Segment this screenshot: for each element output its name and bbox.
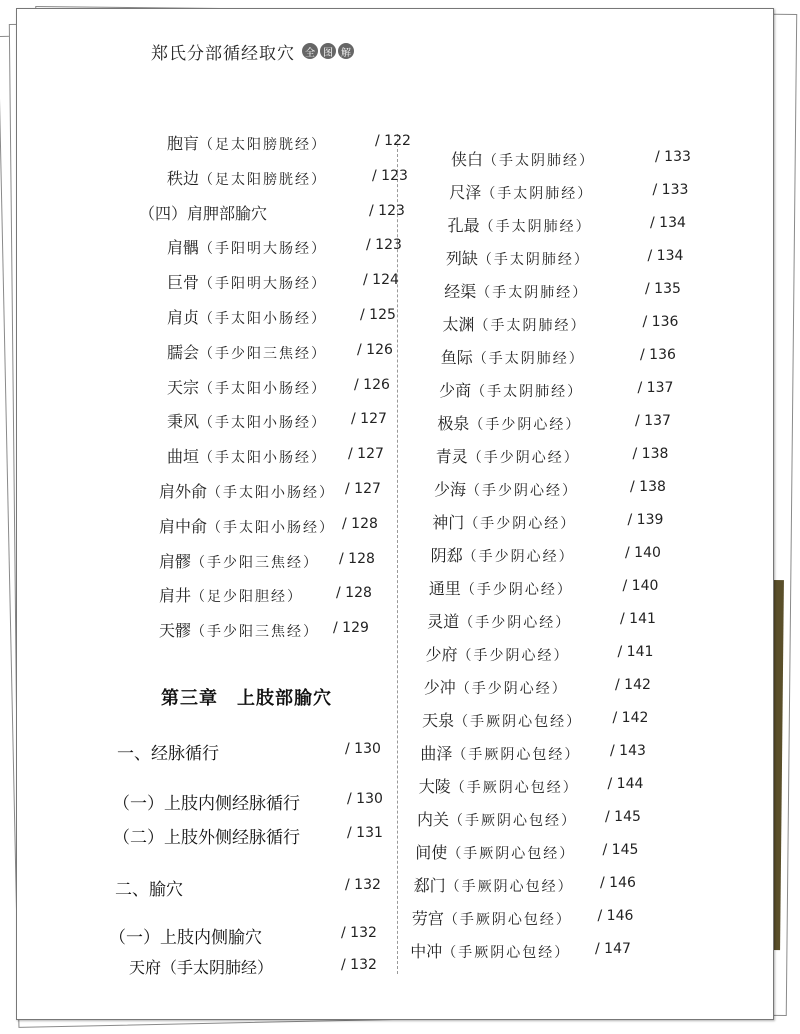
meridian-label: （手厥阴心包经）	[449, 813, 578, 829]
meridian-label: （手太阴肺经）	[476, 285, 589, 301]
meridian-label: （足太阳膀胱经）	[199, 171, 328, 188]
page-number: / 137	[635, 413, 671, 429]
toc-entry	[167, 340, 327, 363]
page-number: / 132	[341, 957, 377, 973]
section-heading: 天府（手太阴肺经）	[129, 958, 274, 977]
meridian-label: （手少阴心经）	[464, 516, 577, 532]
page-number: / 139	[627, 512, 664, 528]
acupoint-name: （四）肩胛部腧穴	[139, 203, 268, 223]
page-number: / 147	[595, 941, 631, 957]
toc-entry	[420, 741, 580, 764]
toc-entry	[159, 618, 319, 641]
meridian-label: （手厥阴心包经）	[452, 747, 581, 763]
section-heading: （一）上肢内侧经脉循行	[113, 794, 300, 814]
page-number: / 128	[339, 550, 375, 567]
page-number: / 130	[347, 791, 383, 807]
meridian-label: （手少阴心经）	[457, 648, 570, 664]
meridian-label: （手少阴心经）	[459, 615, 572, 631]
acupoint-name: 灵道	[427, 612, 460, 631]
meridian-label: （手厥阴心包经）	[450, 780, 579, 796]
acupoint-name: 秩边	[167, 168, 200, 188]
acupoint-name: 肩井	[159, 586, 192, 606]
meridian-label: （手少阴心经）	[466, 483, 579, 499]
acupoint-name: 阴郄	[430, 546, 463, 565]
page-number: / 130	[345, 741, 381, 757]
toc-entry	[159, 583, 303, 606]
page-number: / 142	[612, 710, 649, 726]
toc-entry	[426, 642, 570, 665]
page-number: / 126	[354, 376, 390, 393]
page-number: / 138	[630, 479, 666, 495]
page-number: / 141	[620, 611, 656, 627]
meridian-label: （手少阳三焦经）	[191, 624, 320, 641]
toc-entry	[431, 543, 575, 566]
acupoint-name: 曲垣	[167, 447, 200, 467]
toc-entry	[419, 774, 579, 797]
page-number: / 123	[372, 167, 408, 184]
acupoint-name: 经渠	[444, 282, 477, 301]
acupoint-name: 肩髎	[159, 551, 192, 571]
toc-entry	[424, 675, 568, 698]
acupoint-name: 郄门	[413, 876, 446, 895]
acupoint-name: 肩髃	[167, 238, 200, 258]
meridian-label: （手厥阴心包经）	[443, 912, 572, 928]
toc-entry	[417, 807, 577, 830]
toc-entry	[167, 444, 327, 467]
toc-entry	[414, 873, 574, 896]
page-number: / 136	[640, 347, 676, 363]
toc-entry	[441, 345, 585, 368]
acupoint-name: 极泉	[437, 414, 470, 433]
acupoint-name: 天宗	[167, 377, 200, 397]
meridian-label: （手太阳小肠经）	[199, 450, 328, 467]
meridian-label: （手太阳小肠经）	[199, 311, 328, 327]
acupoint-name: 劳宫	[411, 909, 444, 928]
toc-entry	[167, 166, 327, 189]
meridian-label: （手太阳小肠经）	[199, 415, 328, 432]
toc-entry	[427, 609, 571, 632]
section-heading: （二）上肢外侧经脉循行	[113, 828, 300, 848]
toc-page	[16, 8, 774, 1020]
meridian-label: （手少阴心经）	[460, 582, 573, 598]
page-number: / 122	[375, 133, 411, 149]
acupoint-name: 天泉	[422, 711, 455, 730]
page-number: / 135	[645, 281, 681, 297]
page-number: / 127	[348, 446, 384, 463]
acupoint-name: 肩贞	[167, 308, 200, 327]
page-number: / 129	[333, 620, 369, 637]
acupoint-name: 太渊	[442, 315, 475, 334]
page-number: / 133	[652, 182, 689, 198]
acupoint-name: 肩中俞	[159, 516, 208, 536]
meridian-label: （手阳明大肠经）	[199, 241, 328, 258]
page-number: / 124	[363, 272, 399, 289]
page-number: / 125	[360, 307, 396, 323]
toc-entry	[439, 378, 583, 401]
meridian-label: （手太阳小肠经）	[207, 519, 336, 536]
acupoint-name: 内关	[417, 810, 450, 829]
toc-entry	[443, 312, 587, 335]
page-number: / 123	[369, 202, 405, 219]
toc-entry	[432, 510, 576, 533]
toc-entry	[429, 576, 573, 599]
meridian-label: （手太阴肺经）	[481, 186, 594, 202]
meridian-label: （足少阳胆经）	[191, 589, 304, 606]
page-number: / 144	[607, 776, 644, 792]
acupoint-name: 大陵	[418, 777, 451, 796]
badge-char: 解	[338, 43, 354, 59]
chapter-title: 第三章 上肢部腧穴	[161, 688, 332, 709]
page-number: / 143	[610, 743, 646, 759]
acupoint-name: 臑会	[167, 342, 200, 362]
acupoint-name: 神门	[432, 513, 465, 532]
acupoint-name: 曲泽	[420, 744, 453, 763]
page-number: / 140	[622, 578, 659, 594]
toc-entry	[451, 147, 595, 170]
toc-entry	[412, 906, 572, 929]
badge-char: 图	[320, 43, 336, 59]
meridian-label: （手太阴肺经）	[472, 351, 585, 367]
toc-entry	[410, 939, 570, 962]
meridian-label: （手太阴肺经）	[483, 153, 596, 169]
page-number: / 131	[347, 825, 383, 841]
page-number: / 133	[655, 149, 691, 165]
page-number: / 146	[597, 908, 634, 924]
page-number: / 127	[345, 481, 381, 497]
meridian-label: （手少阴心经）	[467, 450, 580, 466]
page-number: / 145	[602, 842, 639, 858]
page-number: / 137	[637, 380, 674, 396]
meridian-label: （手厥阴心包经）	[454, 714, 583, 730]
acupoint-name: 青灵	[435, 447, 468, 466]
meridian-label: （手厥阴心包经）	[442, 945, 571, 961]
meridian-label: （手太阴肺经）	[477, 252, 590, 268]
acupoint-name: 孔最	[447, 216, 480, 235]
acupoint-name: 胞肓	[167, 134, 200, 153]
acupoint-name: 少冲	[423, 678, 456, 697]
toc-entry	[159, 479, 335, 502]
section-heading: （一）上肢内侧腧穴	[109, 928, 262, 948]
toc-entry	[167, 305, 327, 328]
toc-entry	[446, 246, 590, 269]
page-number: / 123	[366, 237, 402, 254]
page-number: / 145	[605, 809, 641, 825]
toc-entry	[139, 201, 267, 224]
page-number: / 134	[650, 215, 686, 231]
acupoint-name: 中冲	[410, 942, 443, 961]
page-number: / 127	[351, 411, 387, 428]
meridian-label: （足太阳膀胱经）	[199, 137, 328, 153]
acupoint-name: 巨骨	[167, 273, 200, 293]
meridian-label: （手少阴心经）	[469, 417, 582, 433]
meridian-label: （手少阴心经）	[455, 681, 568, 697]
acupoint-name: 通里	[428, 579, 461, 598]
acupoint-name: 鱼际	[440, 348, 473, 367]
column-divider	[397, 134, 398, 974]
toc-entry	[436, 444, 580, 467]
section-heading: 一、经脉循行	[117, 744, 219, 764]
toc-entry	[167, 131, 327, 154]
page-number: / 138	[632, 446, 669, 462]
toc-entry	[167, 375, 327, 398]
meridian-label: （手太阳小肠经）	[207, 485, 336, 501]
page-number: / 141	[617, 644, 654, 660]
meridian-label: （手太阴肺经）	[479, 219, 592, 235]
toc-entry	[159, 549, 319, 572]
meridian-label: （手太阴肺经）	[474, 318, 587, 334]
toc-entry	[167, 409, 327, 432]
toc-entry	[448, 213, 592, 236]
meridian-label: （手厥阴心包经）	[447, 846, 576, 862]
acupoint-name: 少海	[434, 480, 467, 499]
toc-entry	[437, 411, 581, 434]
toc-entry	[449, 180, 593, 203]
toc-entry	[167, 235, 327, 258]
toc-entry	[159, 514, 335, 537]
acupoint-name: 少府	[425, 645, 458, 664]
section-heading: 二、腧穴	[115, 880, 183, 900]
toc-entry	[422, 708, 582, 731]
page-number: / 136	[642, 314, 679, 330]
toc-entry	[434, 477, 578, 500]
page-number: / 142	[615, 677, 651, 693]
toc-entry	[415, 840, 575, 863]
acupoint-name: 侠白	[451, 150, 484, 169]
page-number: / 132	[341, 925, 377, 941]
meridian-label: （手太阳小肠经）	[199, 380, 328, 397]
acupoint-name: 肩外俞	[159, 482, 208, 501]
header-badge	[302, 43, 354, 59]
page-number: / 134	[647, 248, 684, 264]
acupoint-name: 天髎	[159, 621, 192, 641]
page-number: / 146	[600, 875, 636, 891]
meridian-label: （手阳明大肠经）	[199, 276, 328, 293]
page-number: / 140	[625, 545, 661, 561]
acupoint-name: 间使	[415, 843, 448, 862]
meridian-label: （手厥阴心包经）	[445, 879, 574, 895]
badge-char: 全	[302, 43, 318, 59]
acupoint-name: 列缺	[445, 249, 478, 268]
page-number: / 128	[342, 515, 378, 532]
acupoint-name: 秉风	[167, 412, 200, 432]
meridian-label: （手少阴心经）	[462, 549, 575, 565]
acupoint-name: 少商	[439, 381, 472, 400]
page-number: / 128	[336, 585, 372, 602]
toc-entry	[444, 279, 588, 302]
meridian-label: （手少阳三焦经）	[199, 345, 328, 362]
page-header-title: 郑氏分部循经取穴	[151, 44, 295, 64]
toc-entry	[167, 270, 327, 293]
acupoint-name: 尺泽	[449, 183, 482, 202]
page-number: / 126	[357, 341, 393, 358]
meridian-label: （手少阳三焦经）	[191, 554, 320, 571]
meridian-label: （手太阴肺经）	[471, 384, 584, 400]
page-number: / 132	[345, 877, 381, 893]
